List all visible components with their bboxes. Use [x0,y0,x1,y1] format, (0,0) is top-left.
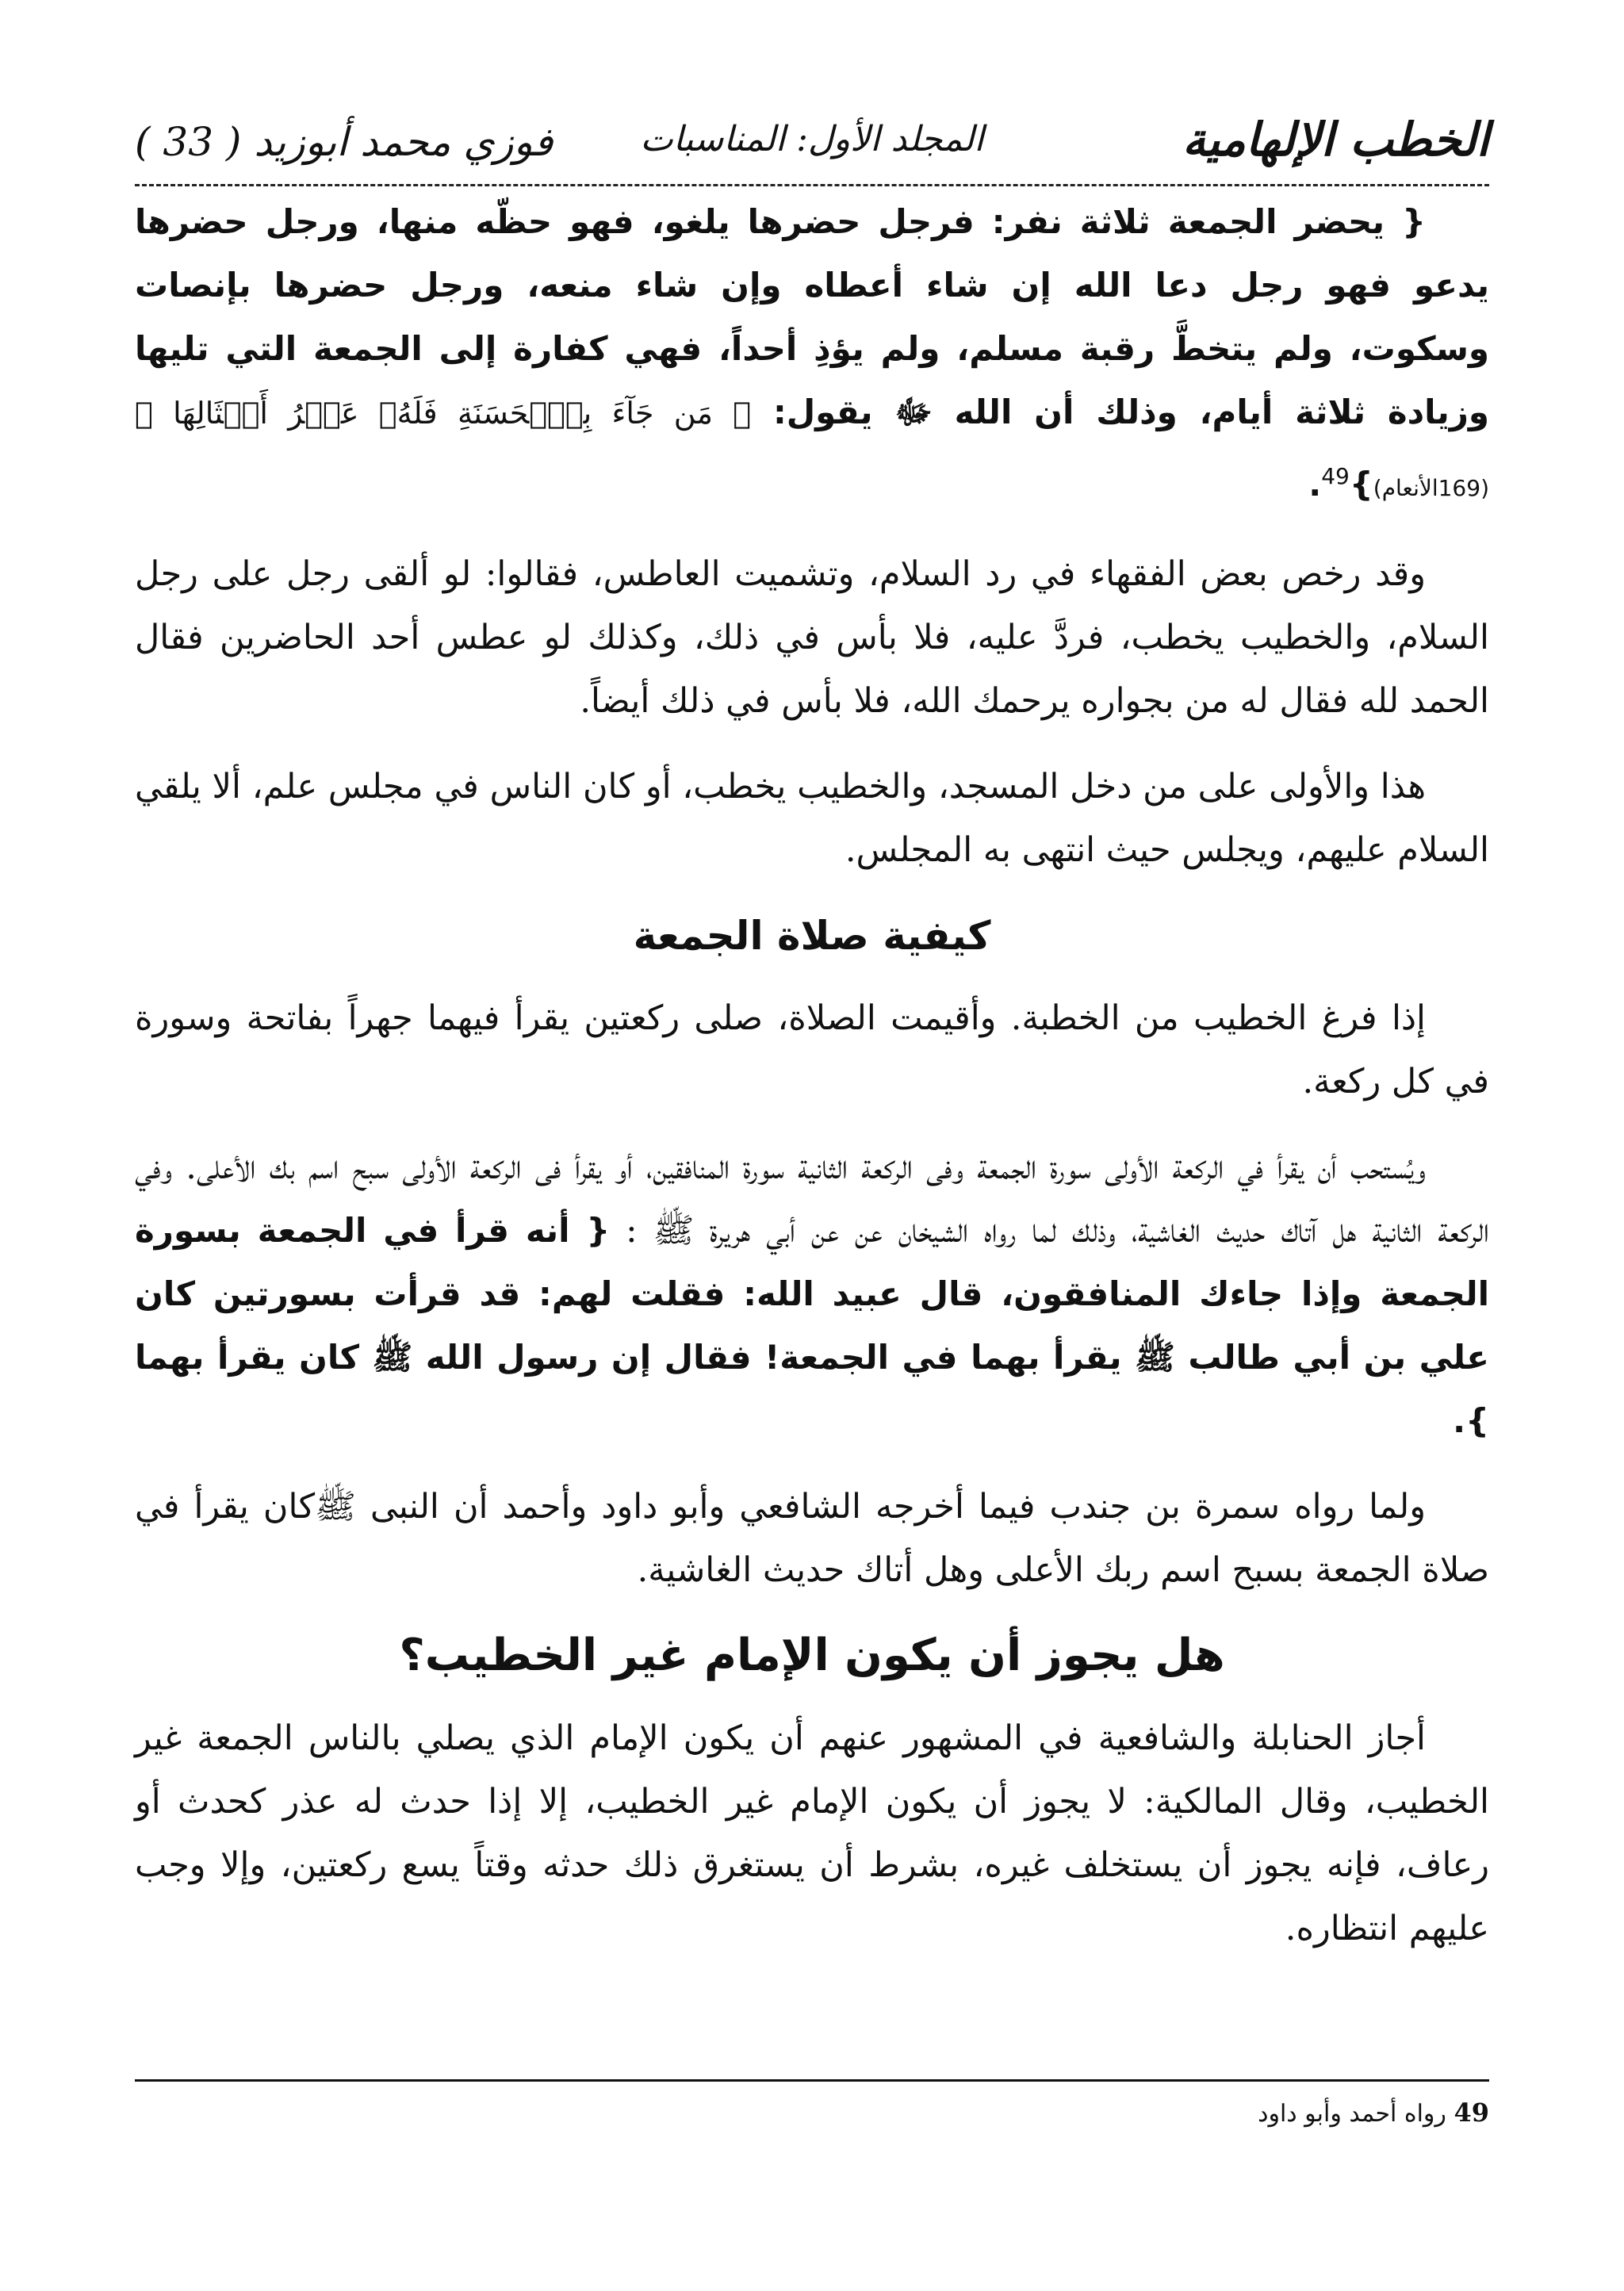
header-divider [135,184,1489,186]
header-author: فوزي محمد أبوزيد [254,119,553,165]
header-book-title: الخطب الإلهامية [1182,113,1489,167]
footnote-ref: 49 [1321,463,1350,489]
page-header [135,95,1489,182]
hadith-paragraph: { يحضر الجمعة ثلاثة نفر: فرجل حضرها يلغو، فهو حظّه منها، ورجل حضرها يدعو فهو رجل دعا الله إن شاء أعطاه وإن شاء منعه، ورجل حضرها بإنصات وسكوت، ولم يتخطَّ رقبة مسلم، ولم يؤذِ أحداً، فهي كفارة إلى الجمعة التي تليها وزيادة ثلاثة أيام، وذلك أن الله ﷻ يقول: ﴿ مَن جَآءَ بِٱلۡحَسَنَةِ فَلَهُۥ عَشۡرُ أَمۡثَالِهَا ﴾ (169الأنعام)}$^{49}$. [135,202,1490,504]
quran-reference: (169الأنعام) [1373,475,1489,501]
main-text [135,190,1489,1983]
footnote-number: 49 [1454,2098,1489,2128]
paragraph-prayer-method: إذا فرغ الخطيب من الخطبة. وأقيمت الصلاة، صلى ركعتين يقرأ فيهما جهراً بفاتحة وسورة في كل ركعة. [135,998,1489,1101]
paragraph-samura-narration: ولما رواه سمرة بن جندب فيما أخرجه الشافعي وأبو داود وأحمد أن النبى ﷺكان يقرأ في صلاة الجمعة بسبح اسم ربك الأعلى وهل أتاك حديث الغاشية. [135,1487,1489,1590]
hadith-close: } [1349,465,1373,504]
quran-verse: ﴿ مَن جَآءَ بِٱلۡحَسَنَةِ فَلَهُۥ عَشۡرُ أَمۡثَالِهَا ﴾ [135,396,752,431]
footnote-divider [135,2079,1489,2082]
header-author-page: فوزي محمد أبوزيد ( 33 ) [135,119,553,165]
section-heading-friday-prayer: كيفية صلاة الجمعة [633,913,991,959]
section-heading-imam: هل يجوز أن يكون الإمام غير الخطيب؟ [399,1630,1225,1681]
page-number: 33 [163,119,214,165]
page [135,79,1489,2252]
footnote-text: رواه أحمد وأبو داود [1258,2100,1446,2128]
paragraph-greeting: وقد رخص بعض الفقهاء في رد السلام، وتشميت العاطس، فقالوا: لو ألقى رجل على رجل السلام، والخطيب يخطب، فردَّ عليه، فلا بأس في ذلك، وكذلك لو عطس أحد الحاضرين فقال الحمد لله فقال له من بجواره يرحمك الله، فلا بأس في ذلك أيضاً. [135,554,1489,721]
paragraph-entering-mosque: هذا والأولى على من دخل المسجد، والخطيب يخطب، أو كان الناس في مجلس علم، ألا يلقي السلام عليهم، ويجلس حيث انتهى به المجلس. [135,767,1489,870]
hadith-quote: { أنه قرأ في الجمعة بسورة الجمعة وإذا جاءك المنافقون، قال عبيد الله: فقلت لهم: قد قرأت بسورتين كان علي بن أبي طالب ﷺ يقرأ بهما في الجمعة! فقال إن رسول الله ﷺ كان يقرأ بهما }. [135,1211,1489,1440]
footnote [1258,2098,1489,2128]
paragraph-recommended-surahs [135,1136,1489,1453]
paragraph-imam-ruling: أجاز الحنابلة والشافعية في المشهور عنهم أن يكون الإمام الذي يصلي بالناس الجمعة غير الخطيب، وقال المالكية: لا يجوز أن يكون الإمام غير الخطيب، إلا إذا حدث له عذر كحدث أو رعاف، فإنه يجوز أن يستخلف غيره، بشرط أن يستغرق ذلك حدثه وقتاً يسع ركعتين، وإلا وجب عليهم انتظاره. [135,1718,1489,1948]
recommended-surahs-text: ويُستحب أن يقرأ في الركعة الأولى سورة الجمعة وفى الركعة الثانية سورة المنافقين، أو يقرأ فى الركعة الأولى سبح اسم بك الأعلى. وفي الركعة الثانية هل آتاك حديث الغاشية، وذلك لما رواه الشيخان عن عن أبي هريرة ﷺ : [135,1147,1489,1251]
header-volume-title: المجلد الأول: المناسبات [640,119,984,159]
hadith-text: { يحضر الجمعة ثلاثة نفر: فرجل حضرها يلغو، فهو حظّه منها، ورجل حضرها يدعو فهو رجل دعا الله إن شاء أعطاه وإن شاء منعه، ورجل حضرها بإنصات وسكوت، ولم يتخطَّ رقبة مسلم، ولم يؤذِ أحداً، فهي كفارة إلى الجمعة التي تليها وزيادة ثلاثة أيام، وذلك أن الله ﷻ يقول: [135,202,1490,431]
